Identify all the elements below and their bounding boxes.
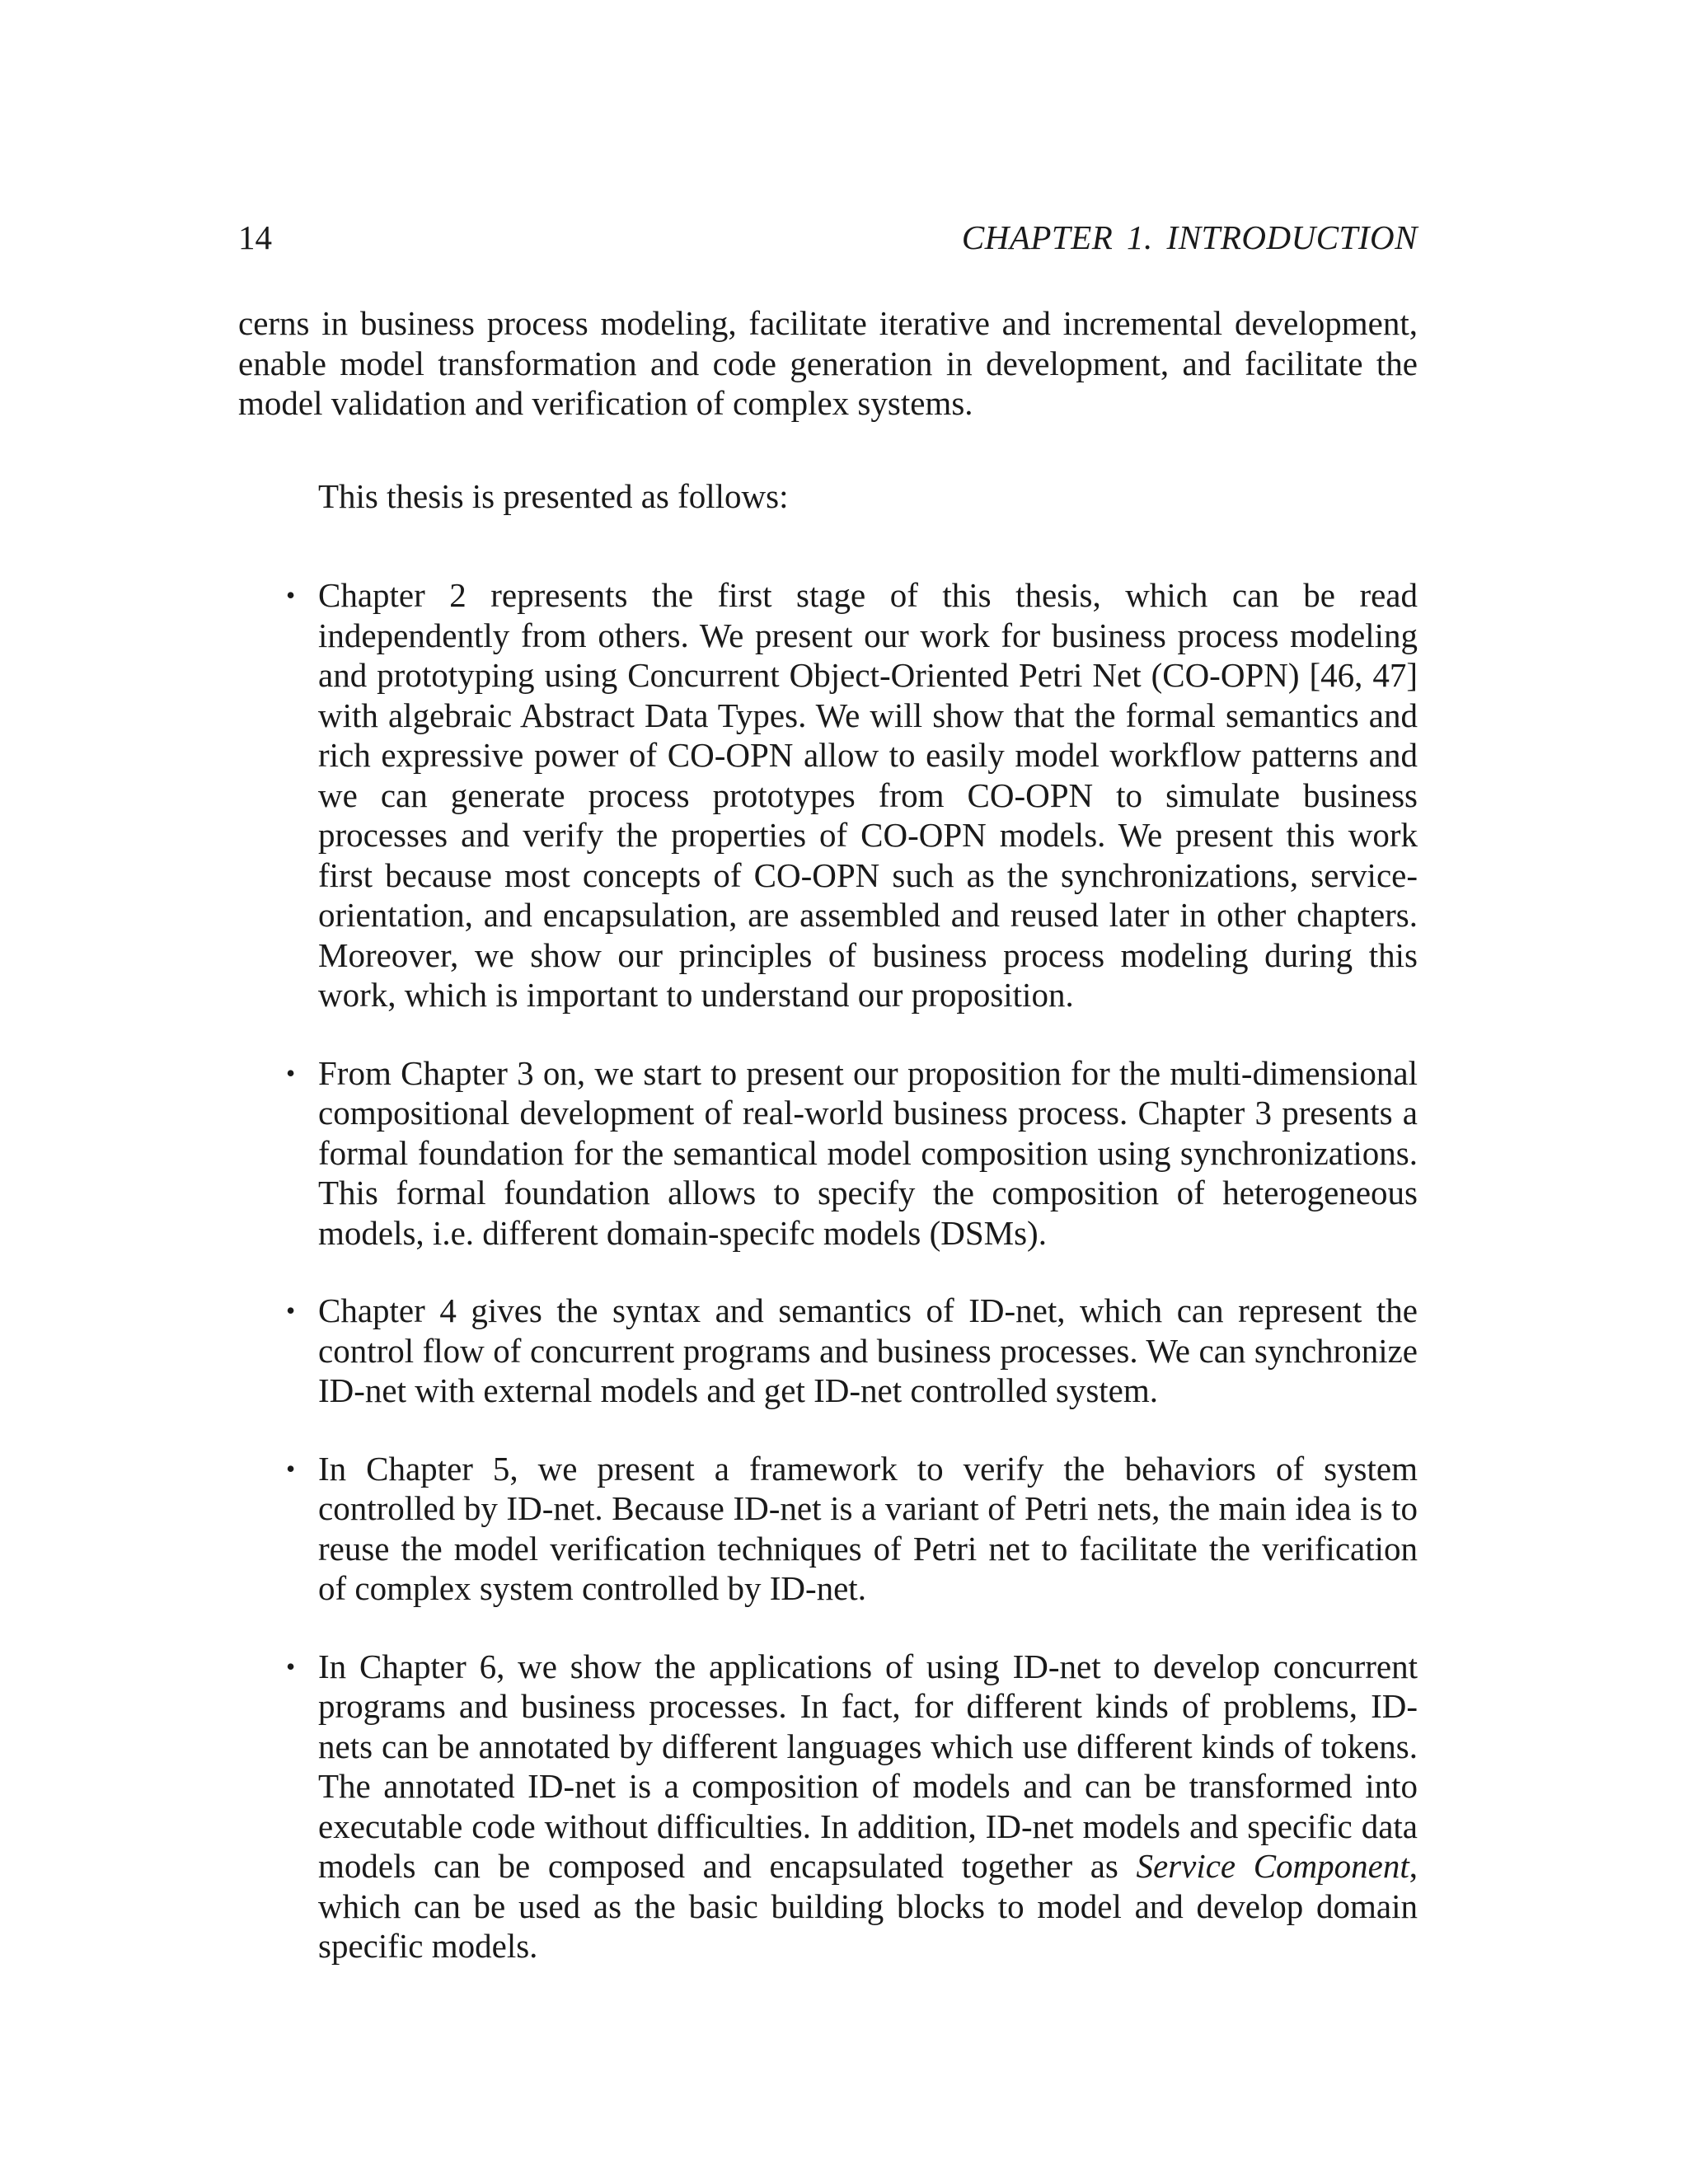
bullet-icon: •: [286, 580, 296, 610]
bullet-icon: •: [286, 1453, 296, 1483]
chapter-outline-list: [238, 575, 1418, 1966]
list-item-chapter-6: [238, 1647, 1418, 1966]
running-head: CHAPTER 1. INTRODUCTION: [961, 218, 1418, 256]
bullet-icon: •: [286, 1651, 296, 1681]
bullet-icon: •: [286, 1057, 296, 1088]
page-number: 14: [238, 218, 272, 256]
list-item-text: [318, 1647, 1418, 1966]
page-header: [238, 213, 1418, 262]
bullet-icon: •: [286, 1296, 296, 1325]
intro-paragraph: cerns in business process modeling, facilitate iterative and incremental development, enable model transformation and code generation in development, and facilitate the model validation and verification of complex systems.: [238, 304, 1418, 422]
list-item-chapter-2: [238, 575, 1418, 1015]
emphasized-term: Service Component: [1136, 1847, 1409, 1885]
list-item-text: In Chapter 5, we present a framework to verify the behaviors of system controlled by ID-net. Because ID-net is a variant of Petri nets, the main idea is to reuse the model verification techniques of Petri net to facilitate the verification of complex system controlled by ID-net.: [318, 1449, 1418, 1607]
list-item-text: Chapter 4 gives the syntax and semantics of ID-net, which can represent the control flow of concurrent programs and business processes. We can synchronize ID-net with external models and get ID-net controlled system.: [318, 1291, 1418, 1409]
list-item-text-end: , which can be used as the basic building blocks to model and develop domain specific models.: [318, 1847, 1418, 1965]
list-item-text: From Chapter 3 on, we start to present our proposition for the multi-dimensional compositional development of real-world business process. Chapter 3 presents a formal foundation for the semantical model composition using synchronizations. This formal foundation allows to specify the composition of heterogeneous models, i.e. different domain-specifc models (DSMs).: [318, 1053, 1418, 1252]
list-item-chapter-5: [238, 1449, 1418, 1609]
list-item-chapter-4: [238, 1291, 1418, 1411]
list-item-text-start: In Chapter 6, we show the applications of using ID-net to develop concurrent programs and business processes. In fact, for different kinds of problems, ID-nets can be annotated by different languages which use different kinds of tokens. The annotated ID-net is a composition of models and can be transformed into executable code without difficulties. In addition, ID-net models and specific data models can be composed and encapsulated together as: [318, 1647, 1418, 1885]
list-item-text: Chapter 2 represents the first stage of this thesis, which can be read independently from others. We present our work for business process modeling and prototyping using Concurrent Object-Oriented Petri Net (CO-OPN) [46, 47] with algebraic Abstract Data Types. We will show that the formal semantics and rich expressive power of CO-OPN allow to easily model workflow patterns and we can generate process prototypes from CO-OPN to simulate business processes and verify the properties of CO-OPN models. We present this work first because most concepts of CO-OPN such as the synchronizations, service-orientation, and encapsulation, are assembled and reused later in other chapters. Moreover, we show our principles of business process modeling during this work, which is important to understand our proposition.: [318, 576, 1418, 1014]
lead-in-paragraph: This thesis is presented as follows:: [318, 477, 789, 515]
list-item-chapter-3: [238, 1053, 1418, 1254]
